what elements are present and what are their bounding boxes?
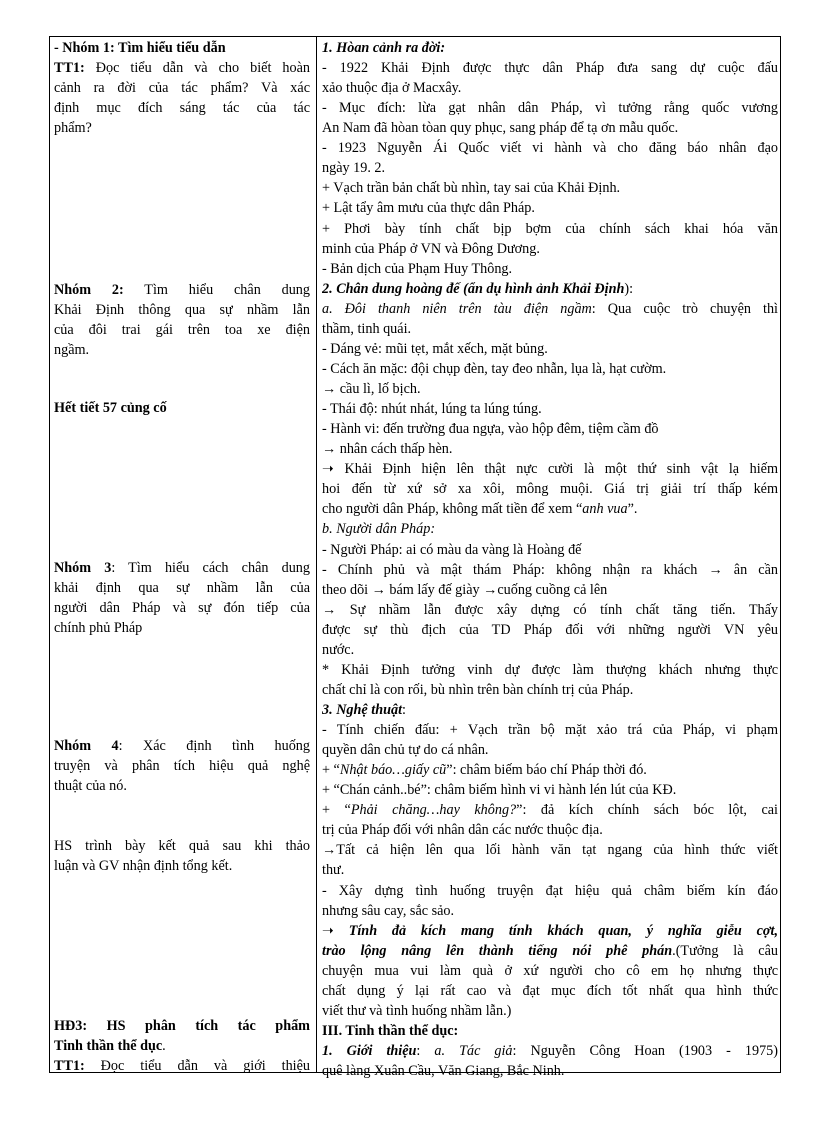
text-run: - Dáng vẻ: mũi tẹt, mắt xếch, mặt bủng. bbox=[322, 340, 548, 357]
left-line bbox=[54, 618, 310, 638]
right-line bbox=[322, 259, 778, 279]
right-line bbox=[322, 58, 778, 78]
left-line bbox=[54, 38, 310, 58]
text-run: Nhóm 4 bbox=[54, 738, 119, 754]
text-run: người dân Pháp và sự đón tiếp của bbox=[54, 600, 310, 616]
left-line bbox=[54, 836, 310, 856]
right-line bbox=[322, 760, 778, 780]
text-run: viết thư và tình huống nhầm lẫn.) bbox=[322, 1002, 512, 1019]
text-run: + Phơi bày tính chất bịp bợm của chính sách khai hóa văn bbox=[322, 220, 778, 237]
text-run: - Người Pháp: ai có màu da vàng là Hoàng đế bbox=[322, 541, 582, 558]
right-line bbox=[322, 840, 778, 860]
text-run: nước. bbox=[322, 641, 355, 658]
text-run: HS trình bày kết quả sau khi thảo bbox=[54, 838, 310, 854]
right-line bbox=[322, 620, 778, 640]
text-run: a. Đôi thanh niên trên tàu điện ngầm bbox=[322, 300, 592, 317]
right-line bbox=[322, 1041, 778, 1061]
left-line bbox=[54, 856, 310, 876]
text-run: Đọc tiểu dẫn và cho biết hoàn bbox=[84, 60, 310, 76]
right-line bbox=[322, 198, 778, 218]
right-line bbox=[322, 921, 778, 941]
text-run: chất dụng ý lại rất cao và đạt mục đích tốt nhất qua hình thức bbox=[322, 982, 778, 999]
right-line bbox=[322, 98, 778, 118]
left-line bbox=[54, 340, 310, 360]
right-line bbox=[322, 720, 778, 740]
right-line bbox=[322, 339, 778, 359]
right-line bbox=[322, 680, 778, 700]
text-run: ”: đả kích chính sách bóc lột, cai bbox=[516, 802, 778, 819]
column-divider bbox=[316, 37, 317, 1072]
text-run: truyện và phân tích hiệu quả nghệ bbox=[54, 758, 310, 774]
text-run: → Sự nhầm lẫn được xây dựng có tính chất tăng tiến. Thấy bbox=[322, 601, 778, 618]
text-run: + “ bbox=[322, 802, 351, 819]
text-run: + Lật tẩy âm mưu của thực dân Pháp. bbox=[322, 200, 535, 217]
left-line bbox=[54, 1056, 310, 1076]
left-line bbox=[54, 776, 310, 796]
right-line bbox=[322, 319, 778, 339]
left-line bbox=[54, 558, 310, 578]
left-line bbox=[54, 280, 310, 300]
text-run: ➝ bbox=[322, 922, 349, 939]
text-run: ”. bbox=[627, 501, 638, 518]
text-run: Khải Định thông qua sự nhầm lẫn bbox=[54, 302, 310, 318]
right-line bbox=[322, 901, 778, 921]
right-line bbox=[322, 219, 778, 239]
right-line bbox=[322, 118, 778, 138]
right-line bbox=[322, 560, 778, 580]
right-line bbox=[322, 860, 778, 880]
left-line bbox=[54, 300, 310, 320]
text-run: 2. Chân dung hoàng đế (ẩn dụ hình ảnh Khải Định bbox=[322, 280, 625, 297]
right-line bbox=[322, 439, 778, 459]
text-run: ➝ Khải Định hiện lên thật nực cười là một thứ sinh vật lạ hiếm bbox=[322, 461, 778, 478]
lesson-table bbox=[49, 36, 781, 1080]
right-line bbox=[322, 399, 778, 419]
text-run: HĐ3: HS phân tích tác phẩm bbox=[54, 1018, 310, 1034]
text-run: : bbox=[416, 1043, 435, 1059]
right-line bbox=[322, 519, 778, 539]
right-line bbox=[322, 820, 778, 840]
text-run: cảnh ra đời của tác phẩm? Và xác bbox=[54, 80, 310, 96]
text-run: TT1: bbox=[54, 60, 85, 76]
text-run: luận và GV nhận định tổng kết. bbox=[54, 858, 233, 874]
text-run: ”: châm biếm báo chí Pháp thời đó. bbox=[446, 762, 647, 779]
right-line bbox=[322, 1021, 778, 1041]
text-run: quê làng Xuân Cầu, Văn Giang, Bắc Ninh. bbox=[322, 1063, 565, 1080]
text-run: 1. Hòan cảnh ra đời: bbox=[322, 40, 446, 56]
right-line bbox=[322, 78, 778, 98]
text-run: định mục đích sáng tác của tác bbox=[54, 100, 310, 116]
text-run: . bbox=[162, 1038, 166, 1054]
text-run: anh vua bbox=[582, 501, 628, 518]
right-line bbox=[322, 800, 778, 820]
left-line bbox=[54, 756, 310, 776]
right-line bbox=[322, 299, 778, 319]
text-run: nhưng sâu cay, sắc sảo. bbox=[322, 902, 455, 919]
text-run: - 1922 Khải Định được thực dân Pháp đưa sang dự cuộc đấu bbox=[322, 60, 778, 77]
left-line bbox=[54, 398, 310, 418]
left-line bbox=[54, 736, 310, 756]
text-run: - Nhóm 1: Tìm hiểu tiểu dẫn bbox=[54, 40, 226, 56]
right-line bbox=[322, 600, 778, 620]
right-line bbox=[322, 38, 778, 58]
left-line bbox=[54, 1036, 310, 1056]
text-run: - Xây dựng tình huống truyện đạt hiệu quả châm biếm kín đáo bbox=[322, 882, 778, 899]
left-line bbox=[54, 320, 310, 340]
text-run: khải định qua sự nhầm lẫn của bbox=[54, 580, 310, 596]
text-run: + Vạch trần bản chất bù nhìn, tay sai của Khải Định. bbox=[322, 180, 621, 197]
text-run: 1. Giới thiệu bbox=[322, 1043, 417, 1059]
right-line bbox=[322, 1001, 778, 1021]
right-line bbox=[322, 660, 778, 680]
text-run: - Tính chiến đấu: + Vạch trần bộ mặt xảo trá của Pháp, vi phạm bbox=[322, 722, 778, 739]
text-run: TT1: bbox=[54, 1058, 85, 1074]
left-line bbox=[54, 598, 310, 618]
text-run: Tính đả kích mang tính khách quan, ý nghĩa giễu cợt, bbox=[348, 922, 778, 939]
text-run: → nhân cách thấp hèn. bbox=[322, 441, 453, 458]
text-run: trị của Pháp đối với nhân dân các nước thuộc địa. bbox=[322, 822, 603, 839]
text-run: + “ bbox=[322, 762, 340, 779]
text-run: →Tất cả hiện lên qua lối hành văn tạt ngang của hình thức viết bbox=[322, 842, 778, 859]
text-run: : Tìm hiểu cách chân dung bbox=[111, 560, 310, 576]
text-run: - 1923 Nguyễn Ái Quốc viết vi hành và cho đăng báo nhân đạo bbox=[322, 140, 778, 157]
right-line bbox=[322, 178, 778, 198]
text-run: quyền dân chủ tự do cá nhân. bbox=[322, 742, 489, 759]
text-run: → cầu lì, lố bịch. bbox=[322, 381, 421, 398]
right-line bbox=[322, 479, 778, 499]
text-run: - Cách ăn mặc: đội chụp đèn, tay đeo nhẫn, lụa là, hạt cườm. bbox=[322, 360, 667, 377]
right-line bbox=[322, 640, 778, 660]
text-run: Phải chăng…hay không? bbox=[350, 802, 517, 819]
right-line bbox=[322, 138, 778, 158]
right-line bbox=[322, 379, 778, 399]
right-line bbox=[322, 961, 778, 981]
right-line bbox=[322, 981, 778, 1001]
text-run: .(Tưởng là câu bbox=[672, 942, 778, 959]
text-run: a. Tác giả bbox=[434, 1043, 513, 1059]
text-run: - Chính phủ và mật thám Pháp: không nhận ra khách → ân cần bbox=[322, 561, 778, 578]
right-line bbox=[322, 419, 778, 439]
text-run: : Nguyễn Công Hoan (1903 - 1975) bbox=[512, 1043, 778, 1059]
text-run: b. Người dân Pháp: bbox=[322, 521, 436, 538]
text-run: thuật của nó. bbox=[54, 778, 127, 794]
text-run: chất chỉ là con rối, bù nhìn trên bàn chính trị của Pháp. bbox=[322, 681, 634, 698]
text-run: của đôi trai gái trên toa xe điện bbox=[54, 322, 310, 338]
text-run: - Thái độ: nhút nhát, lúng ta lúng túng. bbox=[322, 401, 542, 418]
right-line bbox=[322, 459, 778, 479]
right-line bbox=[322, 540, 778, 560]
right-line bbox=[322, 580, 778, 600]
left-line bbox=[54, 118, 310, 138]
text-run: chuyện mua vui làm quà ở xứ người cho cô em họ nhưng thực bbox=[322, 962, 778, 979]
text-run: : Qua cuộc trò chuyện thì bbox=[591, 300, 778, 317]
left-line bbox=[54, 98, 310, 118]
left-line bbox=[54, 58, 310, 78]
text-run: Tinh thần thể dục bbox=[54, 1038, 163, 1054]
text-run: + “Chán cảnh..bé”: châm biếm hình vi vi hành lén lút của KĐ. bbox=[322, 782, 677, 799]
text-run: ngầm. bbox=[54, 342, 90, 358]
right-line bbox=[322, 881, 778, 901]
text-run: thầm, tinh quái. bbox=[322, 320, 412, 337]
text-run: hoi đến từ xứ sở xa xôi, mông muội. Giá trị giải trí thấp kém bbox=[322, 481, 778, 498]
text-run: 3. Nghệ thuật bbox=[322, 701, 403, 718]
text-run: ): bbox=[624, 280, 634, 297]
right-line bbox=[322, 1061, 778, 1081]
right-line bbox=[322, 700, 778, 720]
text-run: ngày 19. 2. bbox=[322, 160, 386, 177]
text-run: Hết tiết 57 củng cố bbox=[54, 400, 167, 416]
left-line bbox=[54, 78, 310, 98]
text-run: - Hành vi: đến trường đua ngựa, vào hộp đêm, tiệm cầm đồ bbox=[322, 421, 659, 438]
text-run: trào lộng nâng lên thành tiếng nói phê phán bbox=[322, 942, 673, 959]
text-run: Nhóm 3 bbox=[54, 560, 112, 576]
right-line bbox=[322, 941, 778, 961]
right-line bbox=[322, 239, 778, 259]
text-run: - Bản dịch của Phạm Huy Thông. bbox=[322, 260, 513, 277]
text-run: chính phủ Pháp bbox=[54, 620, 143, 636]
text-run: phẩm? bbox=[54, 120, 92, 136]
text-run: III. Tinh thần thể dục: bbox=[322, 1022, 459, 1039]
text-run: An Nam đã hòan tòan quy phục, sang pháp để tạ ơn mẫu quốc. bbox=[322, 120, 679, 137]
text-run: : bbox=[402, 701, 406, 718]
text-run: * Khải Định tưởng vinh dự được làm thượng khách nhưng thực bbox=[322, 661, 778, 678]
text-run: Tìm hiểu chân dung bbox=[123, 282, 310, 298]
right-line bbox=[322, 780, 778, 800]
text-run: Nhóm 2: bbox=[54, 282, 124, 298]
right-line bbox=[322, 499, 778, 519]
text-run: được sự thù địch của TD Pháp đối với những người VN yêu bbox=[322, 621, 778, 638]
right-line bbox=[322, 359, 778, 379]
text-run: : Xác định tình huống bbox=[118, 738, 310, 754]
text-run: Đọc tiểu dẫn và giới thiệu bbox=[84, 1058, 310, 1074]
right-line bbox=[322, 158, 778, 178]
text-run: - Mục đích: lừa gạt nhân dân Pháp, vì tưởng rằng quốc vương bbox=[322, 100, 778, 117]
text-run: xảo thuộc địa ở Macxây. bbox=[322, 80, 462, 97]
left-line bbox=[54, 1016, 310, 1036]
text-run: theo dõi → bám lấy đế giày →cuống cuồng cả lên bbox=[322, 581, 608, 598]
text-run: minh của Pháp ở VN và Đông Dương. bbox=[322, 240, 540, 257]
text-run: thư. bbox=[322, 862, 345, 879]
right-line bbox=[322, 279, 778, 299]
left-line bbox=[54, 578, 310, 598]
text-run: Nhật báo…giấy cũ bbox=[339, 762, 447, 779]
text-run: cho người dân Pháp, không mất tiền để xem “ bbox=[322, 501, 583, 518]
right-line bbox=[322, 740, 778, 760]
